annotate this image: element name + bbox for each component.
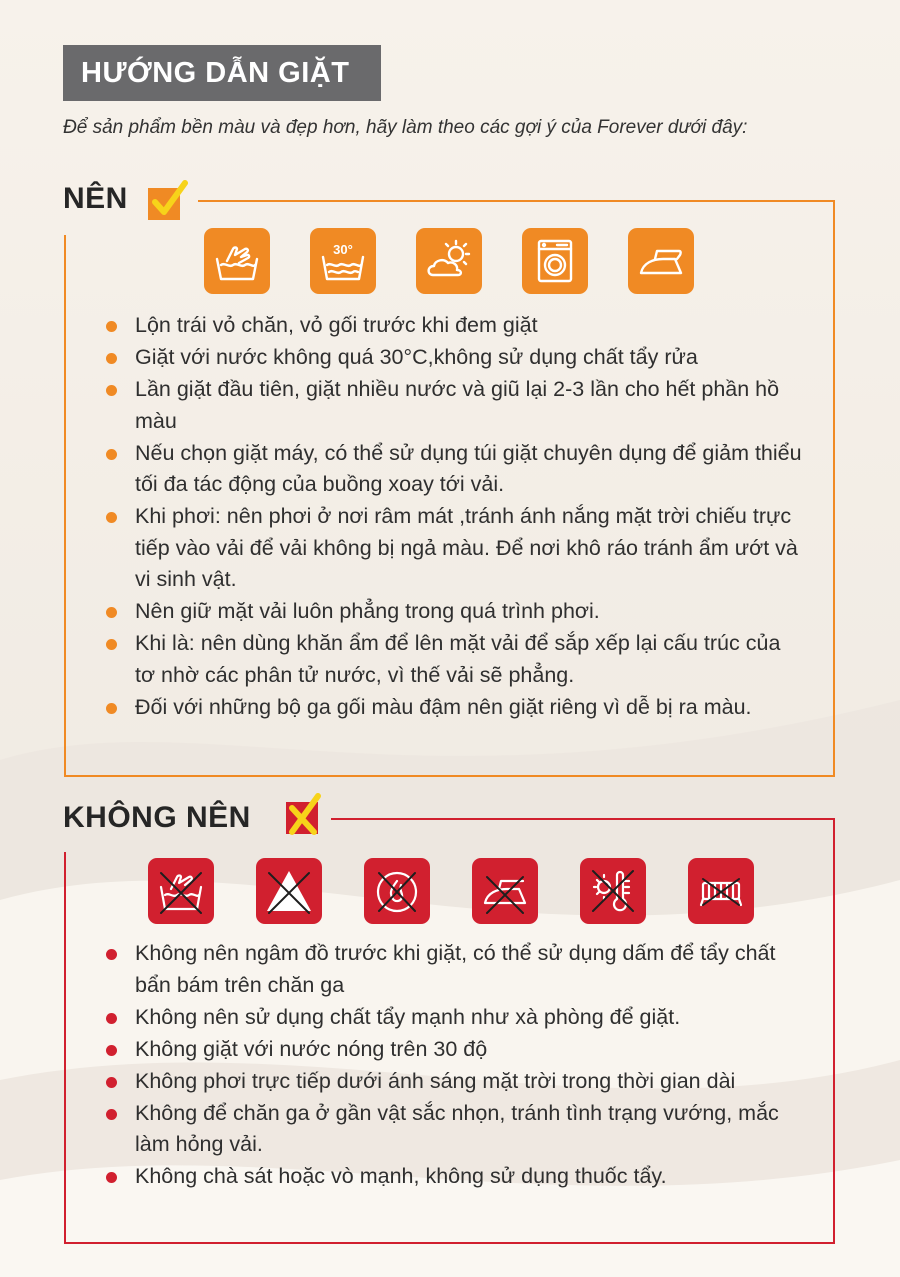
no-heat-dry-icon xyxy=(580,858,646,924)
bullet-dot xyxy=(106,1109,117,1120)
bullet-dot xyxy=(106,321,117,332)
bullet-dot xyxy=(106,512,117,523)
wash-temp-label: 30° xyxy=(333,242,353,257)
list-item: Không giặt với nước nóng trên 30 độ xyxy=(106,1034,806,1066)
cross-mark-icon xyxy=(284,792,328,838)
list-item: Lộn trái vỏ chăn, vỏ gối trước khi đem giặt xyxy=(106,310,806,342)
hand-wash-icon xyxy=(204,228,270,294)
list-item: Khi là: nên dùng khăn ẩm để lên mặt vải để sắp xếp lại cấu trúc của tơ nhờ các phân tử nước, vì thế vải sẽ phẳng. xyxy=(106,628,806,691)
dont-list xyxy=(106,938,806,1193)
bullet-dot xyxy=(106,1077,117,1088)
list-item: Giặt với nước không quá 30°C,không sử dụng chất tẩy rửa xyxy=(106,342,806,374)
no-soak-icon xyxy=(148,858,214,924)
list-item: Không chà sát hoặc vò mạnh, không sử dụng thuốc tẩy. xyxy=(106,1161,806,1193)
bullet-dot xyxy=(106,1013,117,1024)
bullet-dot xyxy=(106,353,117,364)
wash-30-icon xyxy=(310,228,376,294)
bullet-dot xyxy=(106,949,117,960)
do-frame-top xyxy=(198,200,835,202)
no-dry-clean-icon xyxy=(364,858,430,924)
intro-text: Để sản phẩm bền màu và đẹp hơn, hãy làm theo các gợi ý của Forever dưới đây: xyxy=(63,117,748,138)
bullet-dot xyxy=(106,703,117,714)
do-list xyxy=(106,310,806,724)
bullet-dot xyxy=(106,639,117,650)
list-item: Không nên sử dụng chất tẩy mạnh như xà phòng để giặt. xyxy=(106,1002,806,1034)
list-item: Nếu chọn giặt máy, có thể sử dụng túi giặt chuyên dụng để giảm thiểu tối đa tác động của buồng xoay tới vải. xyxy=(106,438,806,501)
iron-icon xyxy=(628,228,694,294)
page-title: HƯỚNG DẪN GIẶT xyxy=(63,45,381,101)
checkmark-icon xyxy=(146,180,188,222)
list-item: Không nên ngâm đồ trước khi giặt, có thể sử dụng dấm để tẩy chất bẩn bám trên chăn ga xyxy=(106,938,806,1001)
bullet-dot xyxy=(106,1045,117,1056)
do-section-heading: NÊN xyxy=(63,182,128,215)
list-item: Khi phơi: nên phơi ở nơi râm mát ,tránh ánh nắng mặt trời chiếu trực tiếp vào vải để vải không bị ngả màu. Để nơi khô ráo tránh ẩm ướt và vi sinh vật. xyxy=(106,501,806,596)
no-iron-icon xyxy=(472,858,538,924)
dry-shade-icon xyxy=(416,228,482,294)
bullet-dot xyxy=(106,1172,117,1183)
dont-icon-row xyxy=(148,858,754,924)
do-icon-row xyxy=(204,228,734,294)
dont-section-heading: KHÔNG NÊN xyxy=(63,801,251,834)
no-tumble-icon xyxy=(688,858,754,924)
list-item: Đối với những bộ ga gối màu đậm nên giặt riêng vì dễ bị ra màu. xyxy=(106,692,806,724)
list-item: Nên giữ mặt vải luôn phẳng trong quá trình phơi. xyxy=(106,596,806,628)
washing-machine-icon xyxy=(522,228,588,294)
bullet-dot xyxy=(106,607,117,618)
bullet-dot xyxy=(106,385,117,396)
list-item: Lần giặt đầu tiên, giặt nhiều nước và giũ lại 2-3 lần cho hết phần hồ màu xyxy=(106,374,806,437)
list-item: Không phơi trực tiếp dưới ánh sáng mặt trời trong thời gian dài xyxy=(106,1066,806,1098)
no-bleach-icon xyxy=(256,858,322,924)
list-item: Không để chăn ga ở gần vật sắc nhọn, tránh tình trạng vướng, mắc làm hỏng vải. xyxy=(106,1098,806,1161)
dont-frame-top xyxy=(331,818,834,820)
do-frame-right-top xyxy=(833,200,835,240)
bullet-dot xyxy=(106,449,117,460)
